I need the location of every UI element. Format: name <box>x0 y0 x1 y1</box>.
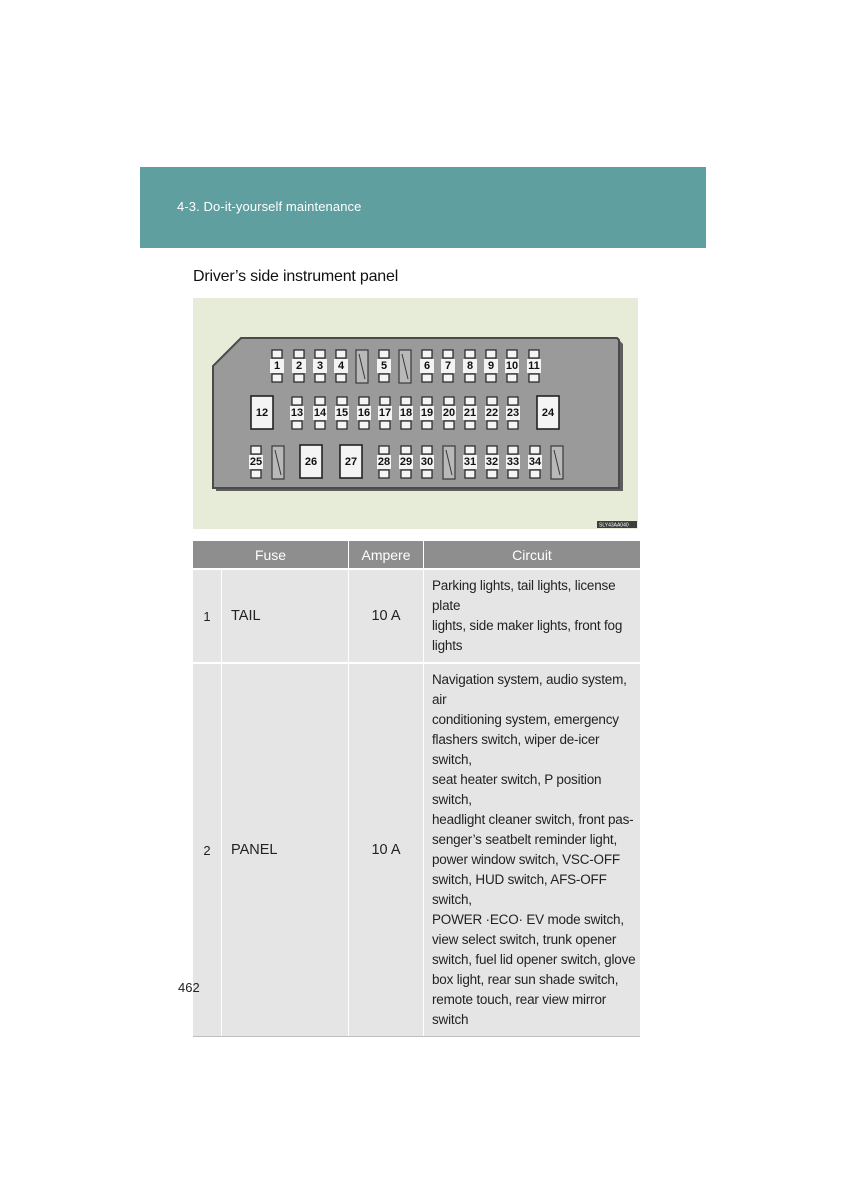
fuse-number-label: 21 <box>463 407 477 419</box>
circuit-line: flashers switch, wiper de-icer switch, <box>432 732 600 767</box>
fuse-number-label: 1 <box>273 360 281 372</box>
fuse-number-label: 7 <box>444 360 452 372</box>
circuit-line: Parking lights, tail lights, license plate <box>432 578 616 613</box>
fuse-number-label: 25 <box>249 456 263 468</box>
fuse-number-label: 27 <box>344 456 358 468</box>
fuse-number-label: 33 <box>506 456 520 468</box>
fuse-number-label: 26 <box>304 456 318 468</box>
fuse-number-label: 34 <box>528 456 542 468</box>
circuit-line: view select switch, trunk opener <box>432 932 617 947</box>
circuit-line: lights, side maker lights, front fog lights <box>432 618 623 653</box>
fuse-box-illustration <box>193 298 638 529</box>
circuit-line: switch, fuel lid opener switch, glove <box>432 952 636 967</box>
fuse-number-label: 10 <box>505 360 519 372</box>
fuse-circuit <box>424 569 641 663</box>
circuit-line: senger’s seatbelt reminder light, <box>432 832 618 847</box>
header-circuit: Circuit <box>424 541 641 569</box>
fuse-circuit <box>424 663 641 1037</box>
circuit-line: headlight cleaner switch, front pas- <box>432 812 634 827</box>
fuse-number-label: 8 <box>466 360 474 372</box>
fuse-number-label: 20 <box>442 407 456 419</box>
fuse-number-label: 22 <box>485 407 499 419</box>
fuse-number-label: 3 <box>316 360 324 372</box>
circuit-line: conditioning system, emergency <box>432 712 619 727</box>
figure-title: Driver’s side instrument panel <box>193 268 399 285</box>
circuit-line: switch, HUD switch, AFS-OFF switch, <box>432 872 607 907</box>
fuse-number-label: 30 <box>420 456 434 468</box>
fuse-slot-empty <box>356 350 368 383</box>
fuse-table <box>193 541 640 1037</box>
fuse-number-label: 18 <box>399 407 413 419</box>
fuse-name: PANEL <box>222 663 349 1037</box>
circuit-line: box light, rear sun shade switch, <box>432 972 619 987</box>
fuse-slot-empty <box>399 350 411 383</box>
fuse-number-label: 31 <box>463 456 477 468</box>
fuse-number-label: 16 <box>357 407 371 419</box>
fuse-number-label: 12 <box>255 407 269 419</box>
circuit-line: seat heater switch, P position switch, <box>432 772 602 807</box>
fuse-box-svg <box>193 298 638 529</box>
header-fuse: Fuse <box>193 541 349 569</box>
fuse-number-label: 32 <box>485 456 499 468</box>
table-row <box>193 663 640 1037</box>
fuse-number-label: 6 <box>423 360 431 372</box>
table-row <box>193 569 640 663</box>
fuse-number-label: 11 <box>528 360 540 372</box>
fuse-slot-empty <box>443 446 455 479</box>
header-ampere: Ampere <box>349 541 424 569</box>
fuse-number-label: 19 <box>420 407 434 419</box>
fuse-number-label: 14 <box>313 407 327 419</box>
fuse-number-label: 23 <box>506 407 520 419</box>
section-header-band <box>140 167 706 248</box>
fuse-name: TAIL <box>222 569 349 663</box>
fuse-ampere: 10 A <box>349 663 424 1037</box>
image-code-text: SLY43AA040 <box>599 522 629 529</box>
fuse-number-label: 2 <box>295 360 303 372</box>
fuse-number-label: 5 <box>380 360 388 372</box>
fuse-number-label: 24 <box>541 407 555 419</box>
page-number: 462 <box>178 980 200 995</box>
fuse-number-label: 13 <box>290 407 304 419</box>
circuit-line: remote touch, rear view mirror switch <box>432 992 607 1027</box>
fuse-slot-empty <box>272 446 284 479</box>
fuse-number-label: 15 <box>335 407 349 419</box>
table-header-row <box>193 541 640 569</box>
circuit-line: POWER ·ECO· EV mode switch, <box>432 912 624 927</box>
section-label: 4-3. Do-it-yourself maintenance <box>177 199 362 214</box>
fuse-number-label: 4 <box>337 360 345 372</box>
fuse-number: 1 <box>193 569 222 663</box>
fuse-number-label: 29 <box>399 456 413 468</box>
fuse-slot-empty <box>551 446 563 479</box>
fuse-number-label: 9 <box>487 360 495 372</box>
fuse-number: 2 <box>193 663 222 1037</box>
circuit-line: Navigation system, audio system, air <box>432 672 627 707</box>
circuit-line: power window switch, VSC-OFF <box>432 852 620 867</box>
fuse-number-label: 28 <box>377 456 391 468</box>
fuse-number-label: 17 <box>378 407 392 419</box>
fuse-ampere: 10 A <box>349 569 424 663</box>
